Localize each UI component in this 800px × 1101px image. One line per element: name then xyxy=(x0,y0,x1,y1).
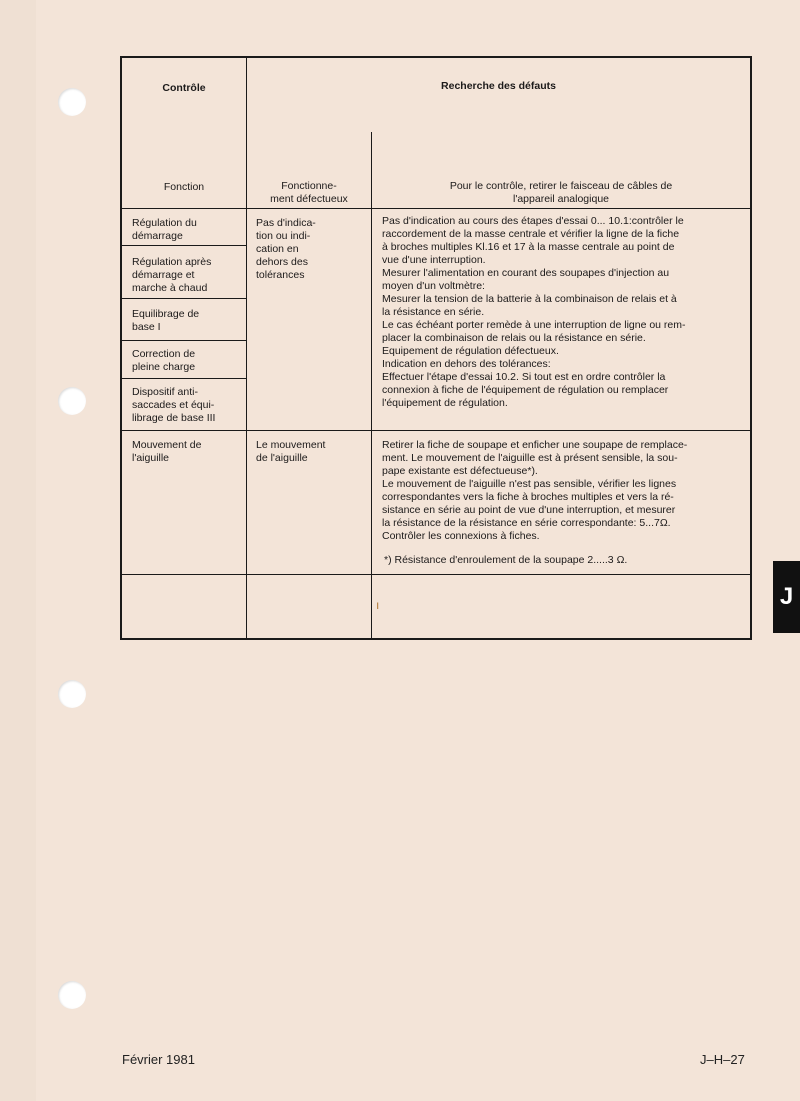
header-pour-controle: Pour le contrôle, retirer le faisceau de câbles de l'appareil analogique xyxy=(449,180,673,205)
diagnosis-table xyxy=(120,56,752,640)
fault-pas-indication: Pas d'indica- tion ou indi- cation en dehors des tolérances xyxy=(256,217,316,281)
row-divider xyxy=(122,378,247,379)
stray-mark: ı xyxy=(376,598,380,612)
punch-hole xyxy=(58,981,86,1009)
function-regulation-demarrage: Régulation du démarrage xyxy=(132,217,197,242)
header-controle: Contrôle xyxy=(162,82,206,94)
function-correction-pleine-charge: Correction de pleine charge xyxy=(132,348,196,373)
remedy-mouvement-aiguille: Retirer la fiche de soupape et enficher une soupape de remplace- ment. Le mouvement de l'aiguille est à présent sensible, la sou- pape existante est défectueuse*). Le mouvement de l'aiguille n'est pas sensible, vérifier les lignes correspondantes vers la fiche à broches multiples et vers la ré- sistance en série au point de vue d'une interruption, et mesurer la résistance de la résistance en série correspondante: 5...7Ω. Contrôler les connexions à fiches. xyxy=(382,439,688,542)
row-divider xyxy=(122,340,247,341)
row-divider xyxy=(122,430,750,431)
footer-date: Février 1981 xyxy=(122,1052,195,1067)
punch-hole xyxy=(58,387,86,415)
function-mouvement-aiguille: Mouvement de l'aiguille xyxy=(132,439,202,464)
function-equilibrage-base-1: Equilibrage de base I xyxy=(132,308,200,333)
footnote-resistance: *) Résistance d'enroulement de la soupape 2.....3 Ω. xyxy=(384,554,628,566)
header-fonctionnement: Fonctionne- ment défectueux xyxy=(270,180,348,205)
section-tab-j[interactable]: J xyxy=(773,561,800,633)
function-regulation-apres-demarrage: Régulation après démarrage et marche à chaud xyxy=(132,256,212,294)
fault-mouvement-aiguille: Le mouvement de l'aiguille xyxy=(256,439,326,464)
header-recherche: Recherche des défauts xyxy=(441,80,556,92)
remedy-pas-indication: Pas d'indication au cours des étapes d'essai 0... 10.1:contrôler le raccordement de la masse centrale et vérifier la ligne de la fiche à broches multiples Kl.16 et 17 à la masse centrale au point de vue d'une interruption. Mesurer l'alimentation en courant des soupapes d'injection au moyen d'un voltmètre: Mesurer la tension de la batterie à la combinaison de relais et à la résistance en série. Le cas échéant porter remède à une interruption de ligne ou rem- placer la combinaison de relais ou la résistance en série. Equipement de régulation défectueux. Indication en dehors des tolérances: Effectuer l'étape d'essai 10.2. Si tout est en ordre contrôler la connexion à fiche de l'équipement de régulation ou remplacer l'équipement de régulation. xyxy=(382,215,686,409)
column-divider xyxy=(246,58,247,638)
punch-hole xyxy=(58,680,86,708)
footer-page-number: J–H–27 xyxy=(700,1052,745,1067)
header-divider xyxy=(122,208,750,209)
page-edge xyxy=(0,0,36,1101)
function-dispositif-anti-saccades: Dispositif anti- saccades et équi- librage de base III xyxy=(132,386,216,424)
row-divider xyxy=(122,298,247,299)
header-fonction: Fonction xyxy=(163,181,205,193)
row-divider xyxy=(122,574,750,575)
row-divider xyxy=(122,245,247,246)
punch-hole xyxy=(58,88,86,116)
